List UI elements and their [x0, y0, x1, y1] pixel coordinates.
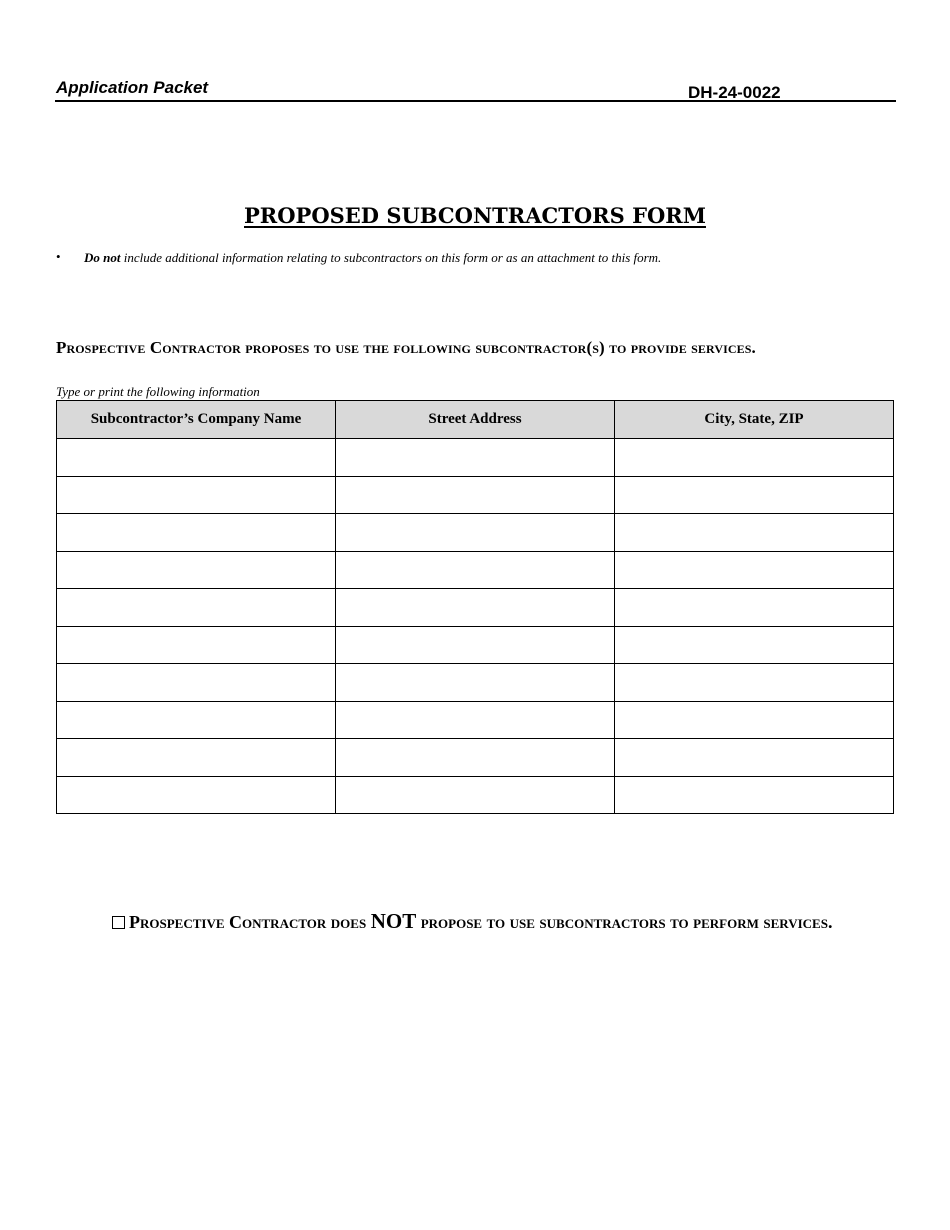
street-address-cell[interactable] — [336, 776, 615, 814]
form-title: PROPOSED SUBCONTRACTORS FORM — [244, 203, 706, 228]
table-row — [57, 626, 894, 664]
company-name-cell[interactable] — [57, 589, 336, 627]
table-row — [57, 476, 894, 514]
city-state-zip-cell[interactable] — [615, 701, 894, 739]
company-name-cell[interactable] — [57, 514, 336, 552]
no-subs-emphasis: NOT — [370, 909, 417, 933]
subcontractors-table — [56, 400, 894, 814]
city-state-zip-cell[interactable] — [615, 476, 894, 514]
instruction-rest: include additional information relating to subcontractors on this form or as an attachment to this form. — [120, 250, 662, 265]
city-state-zip-cell[interactable] — [615, 439, 894, 477]
street-address-cell[interactable] — [336, 551, 615, 589]
table-row — [57, 514, 894, 552]
column-header-street-address: Street Address — [336, 401, 615, 439]
company-name-cell[interactable] — [57, 626, 336, 664]
city-state-zip-cell[interactable] — [615, 551, 894, 589]
company-name-cell[interactable] — [57, 776, 336, 814]
city-state-zip-cell[interactable] — [615, 514, 894, 552]
city-state-zip-cell[interactable] — [615, 626, 894, 664]
street-address-cell[interactable] — [336, 514, 615, 552]
no-subs-text-before: Prospective Contractor does — [129, 912, 371, 932]
header-divider — [55, 100, 896, 102]
company-name-cell[interactable] — [57, 551, 336, 589]
column-header-city-state-zip: City, State, ZIP — [615, 401, 894, 439]
table-row — [57, 551, 894, 589]
type-note: Type or print the following information — [56, 384, 260, 399]
bullet-icon: • — [56, 249, 61, 264]
street-address-cell[interactable] — [336, 664, 615, 702]
company-name-cell[interactable] — [57, 439, 336, 477]
company-name-cell[interactable] — [57, 701, 336, 739]
company-name-cell[interactable] — [57, 739, 336, 777]
company-name-cell[interactable] — [57, 664, 336, 702]
instruction-text — [84, 250, 661, 266]
table-row — [57, 589, 894, 627]
table-body — [57, 439, 894, 814]
street-address-cell[interactable] — [336, 476, 615, 514]
proposes-heading: Prospective Contractor proposes to use the following subcontractor(s) to provide services. — [56, 338, 756, 357]
table-row — [57, 701, 894, 739]
no-subcontractors-checkbox[interactable] — [112, 916, 125, 929]
city-state-zip-cell[interactable] — [615, 664, 894, 702]
street-address-cell[interactable] — [336, 739, 615, 777]
city-state-zip-cell[interactable] — [615, 589, 894, 627]
instruction-emphasis: Do not — [84, 250, 121, 265]
company-name-cell[interactable] — [57, 476, 336, 514]
no-subs-text-after: propose to use subcontractors to perform services. — [416, 912, 833, 932]
street-address-cell[interactable] — [336, 701, 615, 739]
street-address-cell[interactable] — [336, 589, 615, 627]
table-row — [57, 739, 894, 777]
column-header-company-name: Subcontractor’s Company Name — [57, 401, 336, 439]
header-title: Application Packet — [56, 78, 209, 97]
table-header-row — [57, 401, 894, 439]
document-number: DH-24-0022 — [688, 83, 781, 102]
city-state-zip-cell[interactable] — [615, 776, 894, 814]
table-row — [57, 439, 894, 477]
city-state-zip-cell[interactable] — [615, 739, 894, 777]
table-row — [57, 776, 894, 814]
table-row — [57, 664, 894, 702]
street-address-cell[interactable] — [336, 439, 615, 477]
no-subcontractors-option — [112, 908, 892, 936]
street-address-cell[interactable] — [336, 626, 615, 664]
